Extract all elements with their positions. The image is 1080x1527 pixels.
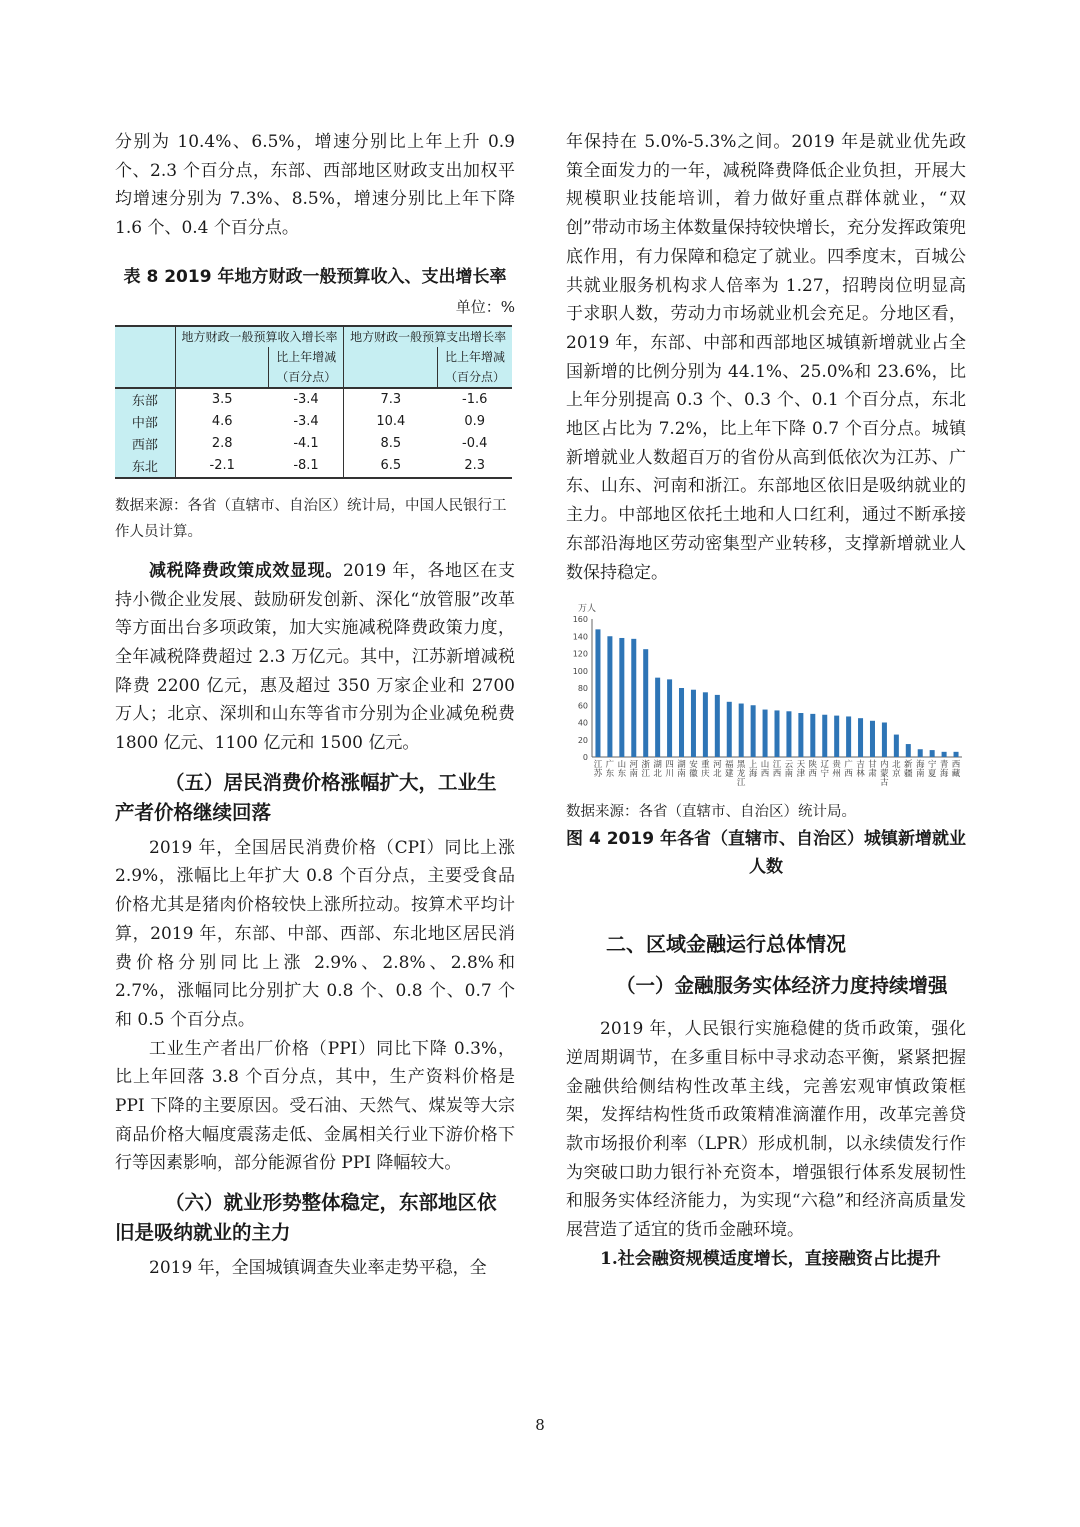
paragraph-lead: 减税降费政策成效显现。 [149, 560, 343, 581]
x-tick-label: 江西 [772, 760, 782, 780]
row-name: 西部 [115, 433, 175, 455]
cell-expend: 7.3 [344, 388, 438, 411]
table-source: 数据来源：各省（直辖市、自治区）统计局，中国人民银行工作人员计算。 [115, 497, 507, 540]
x-tick-label: 内蒙古 [880, 760, 889, 789]
bar [595, 630, 600, 758]
table-header-row-2 [115, 347, 512, 367]
x-tick-label: 河北 [713, 760, 722, 780]
col-expend-change-l1: 比上年增减 [437, 347, 512, 367]
x-tick-label: 广东 [605, 760, 615, 780]
bar [786, 712, 791, 758]
table-header-row-1 [115, 326, 512, 347]
x-tick-label: 福建 [725, 760, 734, 780]
chapter-heading: 二、区域金融运行总体情况 [606, 932, 846, 957]
cell-expend: 6.5 [344, 455, 438, 478]
bar [667, 680, 672, 758]
bar [822, 715, 827, 757]
table-header-row-3 [115, 367, 512, 388]
paragraph-ppi: 工业生产者出厂价格（PPI）同比下降 0.3%，比上年回落 3.8 个百分点，其中，生产资料价格是 PPI 下降的主要原因。受石油、天然气、煤炭等大宗商品价格大幅度震荡走低、金属相关行业下游价格下行等因素影响，部分能源省份 PPI 降幅较大。 [115, 1038, 515, 1174]
right-column [566, 128, 966, 1274]
x-tick-label: 安徽 [689, 760, 698, 780]
cell-income-change: -3.4 [293, 414, 319, 430]
paragraph-employment: 2019 年，全国城镇调查失业率走势平稳，全 [149, 1258, 487, 1279]
section-heading-5: （五）居民消费价格涨幅扩大，工业生产者价格继续回落 [115, 770, 497, 824]
bar [798, 713, 803, 757]
x-tick-label: 黑龙江 [736, 760, 746, 789]
cell-expend-change: 0.9 [464, 414, 486, 430]
x-tick-label: 江苏 [593, 760, 603, 780]
bar [894, 735, 899, 757]
x-tick-label: 云南 [784, 760, 794, 780]
col-income-change-l2: （百分点） [269, 367, 344, 388]
cell-income-change: -8.1 [269, 455, 344, 478]
table-row [115, 388, 512, 411]
x-tick-label: 西藏 [951, 760, 961, 780]
section-heading-6: （六）就业形势整体稳定，东部地区依旧是吸纳就业的主力 [115, 1191, 497, 1245]
bar [942, 752, 947, 757]
left-column [115, 128, 515, 1283]
cell-income: 4.6 [175, 411, 269, 433]
bar [631, 639, 636, 757]
x-tick-label: 山东 [617, 760, 627, 780]
fiscal-growth-table [115, 325, 512, 479]
x-tick-label: 河南 [629, 760, 639, 780]
bar [655, 678, 660, 757]
x-tick-label: 新疆 [904, 760, 913, 780]
x-tick-label: 北京 [892, 760, 901, 780]
figure-title: 图 4 2019 年各省（直辖市、自治区）城镇新增就业人数 [566, 829, 966, 878]
bar [882, 723, 887, 758]
page-number: 8 [535, 1416, 545, 1434]
bar [727, 702, 732, 757]
y-tick-label: 0 [582, 753, 588, 763]
bar [870, 721, 875, 757]
bar [715, 695, 720, 757]
cell-expend-change: -0.4 [462, 436, 488, 452]
cell-expend: 10.4 [344, 411, 438, 433]
y-tick-label: 160 [572, 615, 588, 625]
bar [954, 752, 959, 757]
cell-income: -2.1 [175, 455, 269, 478]
y-tick-label: 60 [577, 701, 588, 711]
y-tick-label: 40 [577, 718, 588, 728]
col-group-expenditure: 地方财政一般预算支出增长率 [344, 326, 512, 347]
cell-income: 3.5 [175, 388, 269, 411]
bar [643, 649, 648, 757]
bar [679, 688, 684, 757]
x-tick-label: 山西 [760, 760, 770, 780]
paragraph-monetary-policy: 2019 年，人民银行实施稳健的货币政策，强化逆周期调节，在多重目标中寻求动态平衡，紧紧把握金融供给侧结构性改革主线，完善宏观审慎政策框架，发挥结构性货币政策精准滴灌作用，改革完善贷款市场报价利率（LPR）形成机制，以永续债发行作为突破口助力银行补充资本，增强银行体系发展韧性和服务实体经济能力，为实现“六稳”和经济高质量发展营造了适宜的货币金融环境。 [566, 1019, 966, 1241]
y-tick-label: 140 [572, 632, 588, 642]
x-tick-label: 吉林 [856, 760, 865, 780]
row-name: 东部 [115, 388, 175, 411]
section-heading-1: （一）金融服务实体经济力度持续增强 [616, 974, 948, 998]
y-tick-label: 100 [572, 667, 588, 676]
col-income-change-l1: 比上年增减 [269, 347, 344, 367]
x-tick-label: 重庆 [701, 760, 710, 780]
x-tick-label: 湖北 [653, 760, 662, 780]
bar [846, 717, 851, 758]
paragraph-cpi: 2019 年，全国居民消费价格（CPI）同比上涨 2.9%，涨幅比上年扩大 0.8 个百分点，主要受食品价格尤其是猪肉价格较快上涨所拉动。按算术平均计算，2019 年，东部、中部、西部、东北地区居民消费价格分别同比上涨 2.9%、2.8%、2.8%和 2.7%，涨幅同比分别扩大 0.8 个、0.8 个、0.7 个和 0.5 个百分点。 [115, 837, 515, 1030]
x-tick-label: 天津 [796, 760, 806, 780]
x-tick-label: 海南 [915, 760, 925, 780]
paragraph-body: 2019 年，各地区在支持小微企业发展、鼓励研发创新、深化“放管服”改革等方面出台多项政策，加大实施减税降费政策力度，全年减税降费超过 2.3 万亿元。其中，江苏新增减税降费 2200 亿元，惠及超过 350 万家企业和 2700 万人；北京、深圳和山东等省市分别为企业减免税费 1800 亿元、1100 亿元和 1500 亿元。 [115, 560, 516, 754]
employment-bar-chart [566, 601, 966, 797]
subsection-heading-1: 1.社会融资规模适度增长，直接融资占比提升 [600, 1248, 941, 1269]
bar [739, 704, 744, 757]
x-tick-label: 广西 [844, 760, 853, 780]
col-group-income: 地方财政一般预算收入增长率 [175, 326, 344, 347]
cell-income: 2.8 [175, 433, 269, 455]
x-tick-label: 四川 [665, 760, 674, 780]
cell-expend: 8.5 [344, 433, 438, 455]
cell-expend-change: -1.6 [437, 388, 512, 411]
paragraph-tax-cut [115, 557, 515, 758]
bar [703, 693, 708, 758]
y-tick-label: 80 [577, 684, 588, 694]
x-tick-label: 陕西 [808, 760, 818, 780]
col-expend-change-l2: （百分点） [437, 367, 512, 388]
bar [810, 714, 815, 757]
bar [858, 718, 863, 757]
bar [930, 750, 935, 757]
y-tick-label: 20 [577, 736, 588, 745]
bar [834, 716, 839, 757]
y-tick-label: 120 [572, 649, 588, 659]
table-unit: 单位：% [455, 297, 515, 316]
paragraph-employment-cont: 年保持在 5.0%-5.3%之间。2019 年是就业优先政策全面发力的一年，减税降费降低企业负担，开展大规模职业技能培训，着力做好重点群体就业，“双创”带动市场主体数量保持较快增长，充分发挥政策兜底作用，有力保障和稳定了就业。四季度末，百城公共就业服务机构求人倍率为 1.27，招聘岗位明显高于求职人数，劳动力市场就业机会充足。分地区看，2019 年，东部、中部和西部地区城镇新增就业占全国新增的比例分别为 44.1%、25.0%和 23.6%，比上年分别提高 0.3 个、0.3 个、0.1 个百分点，东北地区占比为 7.2%，比上年下降 0.7 个百分点。城镇新增就业人数超百万的省份从高到低依次为江苏、广东、山东、河南和浙江。东部地区依旧是吸纳就业的主力。中部地区依托土地和人口红利，通过不断承接东部沿海地区劳动密集型产业转移，支撑新增就业人数保持稳定。 [566, 132, 966, 583]
bar [691, 690, 696, 757]
x-tick-label: 青海 [939, 760, 949, 780]
table-row [115, 411, 512, 433]
x-tick-label: 辽宁 [820, 760, 829, 780]
bar [906, 744, 911, 757]
table-row [115, 455, 512, 478]
row-name: 中部 [115, 411, 175, 433]
x-tick-label: 贵州 [832, 760, 841, 780]
x-tick-label: 湖南 [677, 760, 686, 780]
table-row [115, 433, 512, 455]
bar [763, 710, 768, 757]
cell-income-change: -3.4 [269, 388, 344, 411]
bar [607, 637, 612, 758]
cell-income-change: -4.1 [293, 436, 319, 452]
paragraph-fiscal-growth: 分别为 10.4%、6.5%，增速分别比上年上升 0.9 个、2.3 个百分点，东部、西部地区财政支出加权平均增速分别为 7.3%、8.5%，增速分别比上年下降 1.6 个、0.4 个百分点。 [115, 132, 515, 239]
table-title: 表 8 2019 年地方财政一般预算收入、支出增长率 [123, 266, 507, 287]
y-axis-label: 万人 [578, 604, 597, 615]
x-tick-label: 上海 [748, 760, 758, 780]
bar [751, 706, 756, 758]
row-name: 东北 [115, 455, 175, 478]
x-tick-label: 宁夏 [927, 760, 937, 780]
bar [619, 638, 624, 757]
x-tick-label: 甘肃 [868, 760, 877, 780]
bar [918, 749, 923, 757]
x-tick-label: 浙江 [641, 760, 650, 780]
cell-expend-change: 2.3 [437, 455, 512, 478]
figure-source: 数据来源：各省（直辖市、自治区）统计局。 [566, 804, 856, 821]
bar [774, 711, 779, 758]
